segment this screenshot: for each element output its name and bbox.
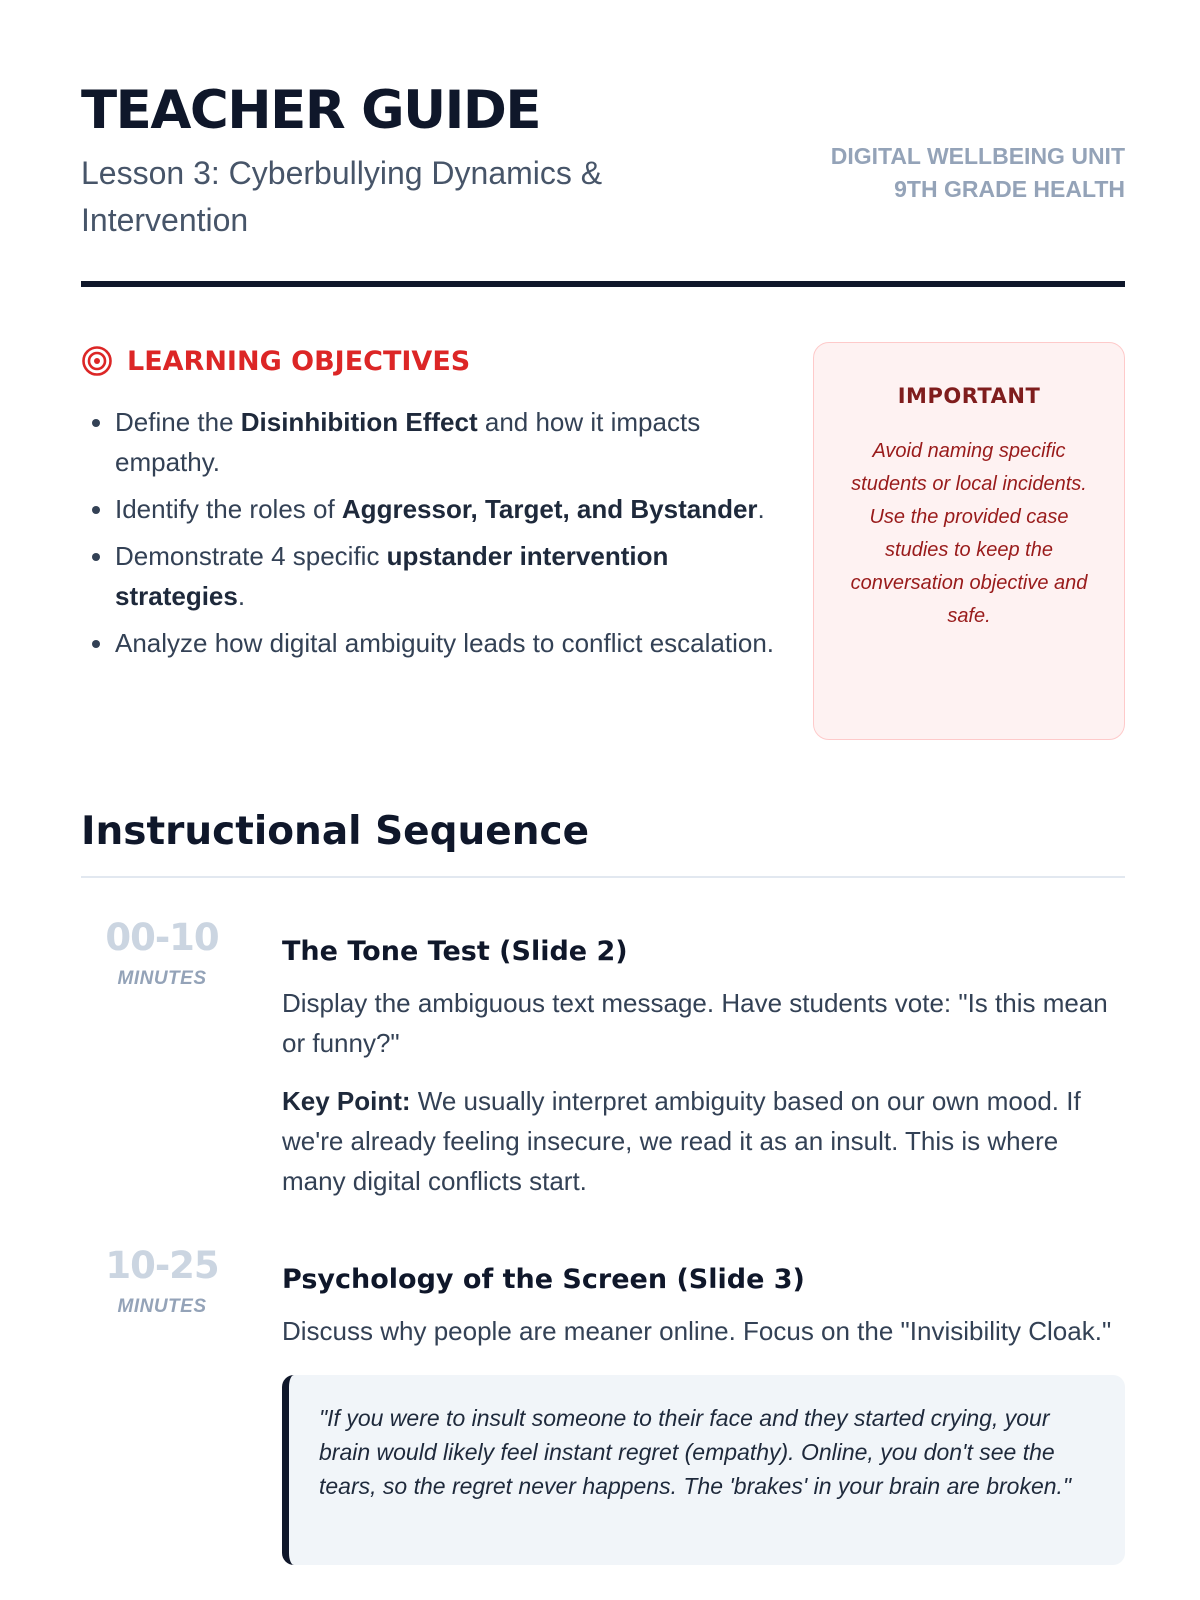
step-key-point <box>282 1081 1125 1201</box>
step-description: Display the ambiguous text message. Have students vote: "Is this mean or funny?" <box>282 988 1108 1059</box>
objective-text: and how it impacts empathy. <box>115 407 701 477</box>
objective-keyword: Disinhibition Effect <box>240 407 478 437</box>
objective-keyword: upstander intervention strategies <box>115 541 669 611</box>
objectives-list <box>81 402 795 670</box>
step-title: The Tone Test (Slide 2) <box>282 936 628 967</box>
objectives-heading <box>81 345 470 377</box>
step-content <box>282 936 1125 1201</box>
sequence-divider <box>81 876 1125 878</box>
important-callout <box>813 342 1125 740</box>
objectives-heading-label: LEARNING OBJECTIVES <box>127 345 471 377</box>
objective-item <box>115 489 795 529</box>
header-divider <box>81 281 1125 287</box>
unit-name: DIGITAL WELLBEING UNIT <box>830 143 1125 169</box>
step-time-block <box>81 1244 243 1318</box>
objective-text: . <box>757 494 765 524</box>
objective-text: Analyze how digital ambiguity leads to conflict escalation. <box>115 628 775 658</box>
unit-meta <box>805 140 1125 206</box>
important-text: Avoid naming specific students or local incidents. Use the provided case studies to keep the conversation objective and safe. <box>850 440 1088 627</box>
page-title: TEACHER GUIDE <box>81 80 541 141</box>
objective-item <box>115 623 795 663</box>
objective-item <box>115 402 795 482</box>
step-description: Discuss why people are meaner online. Focus on the "Invisibility Cloak." <box>282 1316 1112 1347</box>
step-time-range: 10-25 <box>105 1244 219 1287</box>
objective-item <box>115 536 795 616</box>
objective-text: Identify the roles of <box>115 494 342 524</box>
sequence-heading: Instructional Sequence <box>81 809 590 854</box>
lesson-subtitle: Lesson 3: Cyberbullying Dynamics & Intervention <box>81 155 603 238</box>
key-point-text: We usually interpret ambiguity based on our own mood. If we're already feeling insecure, we read it as an insult. This is where many digital conflicts start. <box>282 1086 1081 1197</box>
objective-keyword: Aggressor, Target, and Bystander <box>341 494 758 524</box>
target-icon <box>81 345 113 377</box>
step-time-block <box>81 916 243 990</box>
key-point-label: Key Point: <box>282 1086 411 1117</box>
grade-label: 9TH GRADE HEALTH <box>894 176 1125 202</box>
step-time-range: 00-10 <box>105 916 219 959</box>
important-title: IMPORTANT <box>897 384 1041 408</box>
step-time-unit: MINUTES <box>117 1296 207 1317</box>
step-quote: "If you were to insult someone to their face and they started crying, your brain would likely feel instant regret (empathy). Online, you don't see the tears, so the regret never happens. The 'brakes' in your brain are broken." <box>282 1375 1125 1565</box>
objective-text: . <box>237 581 246 611</box>
step-title: Psychology of the Screen (Slide 3) <box>282 1264 805 1295</box>
step-time-unit: MINUTES <box>117 968 207 989</box>
objective-text: Demonstrate 4 specific <box>115 541 387 571</box>
objective-text: Define the <box>115 407 241 437</box>
step-content <box>282 1264 1125 1565</box>
